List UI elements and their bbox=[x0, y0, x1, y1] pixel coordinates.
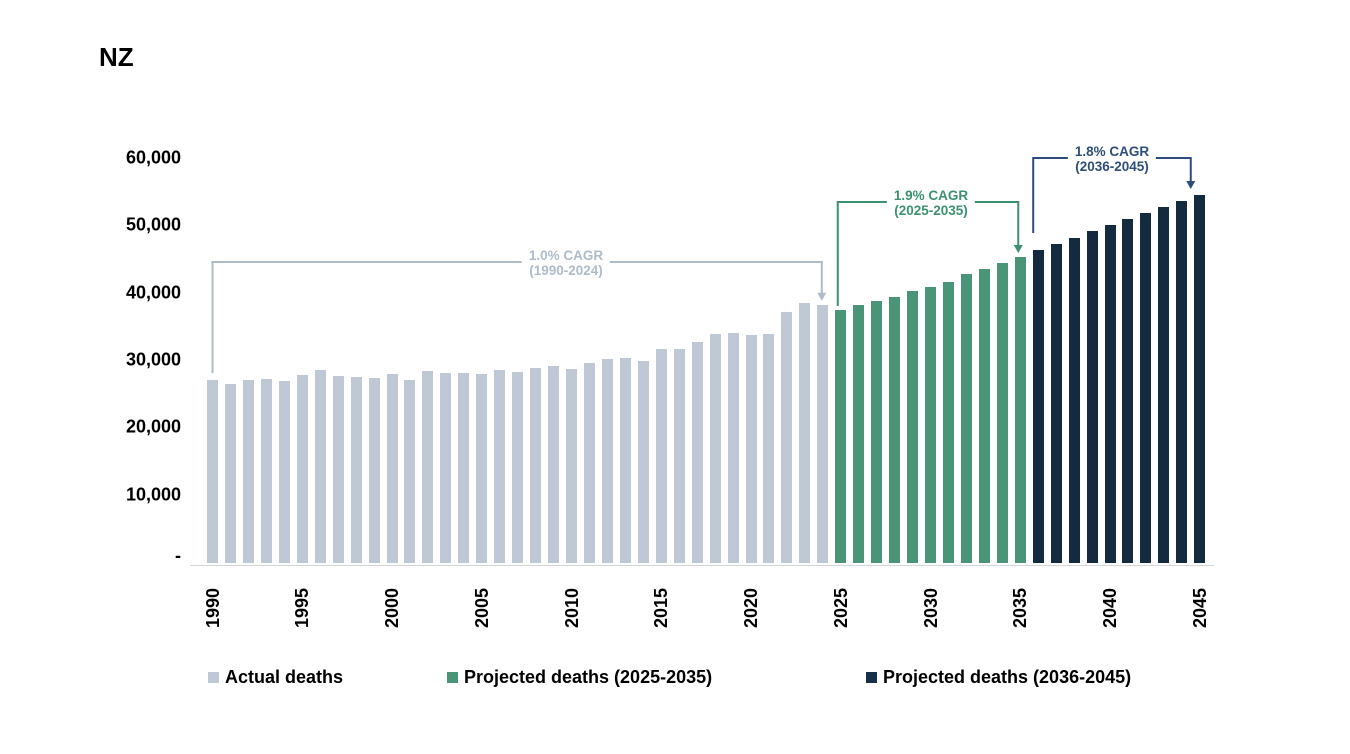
legend-item-projected-2025-2035 bbox=[447, 667, 712, 688]
x-axis-label: 2035 bbox=[1010, 587, 1031, 628]
legend-swatch-projected-2036-2045 bbox=[866, 672, 877, 683]
legend-swatch-projected-2025-2035 bbox=[447, 672, 458, 683]
x-axis-label: 2025 bbox=[830, 587, 851, 628]
x-axis-label: 2000 bbox=[382, 587, 402, 628]
cagr-annotation-line1: 1.0% CAGR bbox=[528, 248, 604, 263]
x-axis-label: 2010 bbox=[561, 587, 582, 628]
legend-item-actual bbox=[208, 667, 343, 688]
y-axis-label: 60,000 bbox=[125, 147, 181, 168]
x-axis-label: 2040 bbox=[1100, 587, 1120, 628]
y-axis-label: - bbox=[175, 545, 181, 566]
x-axis-label: 2005 bbox=[471, 587, 492, 628]
x-axis-label: 2030 bbox=[920, 587, 941, 628]
y-axis-label: 50,000 bbox=[125, 214, 181, 235]
y-axis-label: 30,000 bbox=[125, 349, 181, 370]
y-axis-label: 40,000 bbox=[125, 282, 181, 303]
cagr-annotation-line1: 1.9% CAGR bbox=[893, 188, 969, 203]
x-axis-label: 1990 bbox=[202, 587, 223, 628]
cagr-annotation-line2: (2036-2045) bbox=[1075, 159, 1149, 174]
cagr-annotation-line1: 1.8% CAGR bbox=[1074, 144, 1150, 159]
legend-label: Projected deaths (2025-2035) bbox=[464, 667, 713, 687]
x-axis-label: 2020 bbox=[741, 587, 761, 628]
x-axis-label: 2015 bbox=[651, 587, 672, 628]
cagr-annotation-line2: (2025-2035) bbox=[894, 203, 968, 218]
cagr-annotation-line2: (1990-2024) bbox=[529, 263, 603, 278]
chart-title: NZ bbox=[99, 42, 134, 72]
y-axis-label: 10,000 bbox=[125, 484, 181, 505]
legend-label: Actual deaths bbox=[225, 667, 344, 687]
cagr-annotation-navy bbox=[1068, 143, 1156, 175]
legend-swatch-actual bbox=[208, 672, 219, 683]
legend-label: Projected deaths (2036-2045) bbox=[883, 667, 1132, 687]
x-axis-label: 1995 bbox=[292, 587, 313, 628]
x-axis-label: 2045 bbox=[1189, 587, 1210, 628]
cagr-annotation-green bbox=[887, 187, 975, 219]
cagr-annotation-actual bbox=[522, 247, 610, 279]
y-axis-label: 20,000 bbox=[125, 416, 181, 437]
legend-item-projected-2036-2045 bbox=[866, 667, 1131, 688]
